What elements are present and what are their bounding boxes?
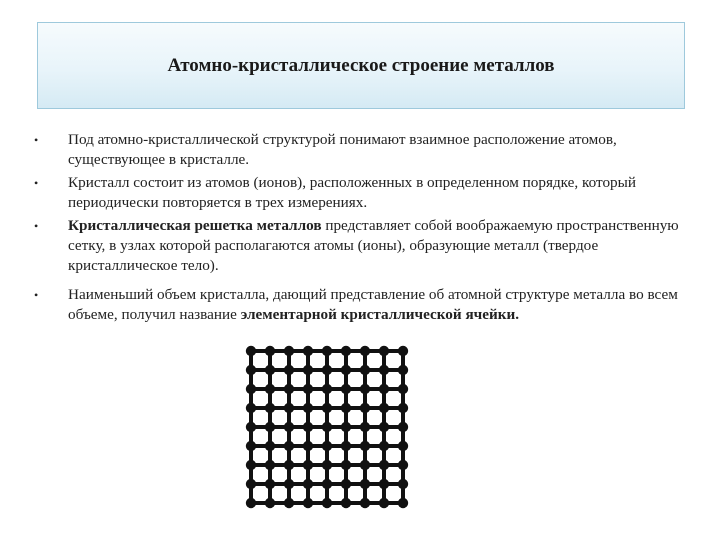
lattice-node [265,441,275,451]
lattice-node [360,365,370,375]
bullet-bold-lead: Кристаллическая решетка металлов [68,217,322,234]
lattice-node [284,422,294,432]
lattice-node [265,403,275,413]
lattice-node [379,479,389,489]
lattice-node [322,460,332,470]
bullet-bold-tail: элементарной кристаллической ячейки. [240,306,520,323]
lattice-node [322,479,332,489]
lattice-node [360,403,370,413]
lattice-node [246,479,256,489]
lattice-node [379,403,389,413]
bullet-marker: • [34,288,39,302]
lattice-node [303,498,313,508]
lattice-node [246,498,256,508]
bullet-marker: • [34,133,39,147]
crystal-lattice-figure [244,344,410,510]
bullet-item-2 [30,173,685,213]
slide-title: Атомно-кристаллическое строение металлов [167,54,555,76]
lattice-node [303,479,313,489]
lattice-node [341,346,351,356]
lattice-node [398,479,408,489]
lattice-node [265,384,275,394]
lattice-node [341,365,351,375]
lattice-node [379,460,389,470]
lattice-node [284,498,294,508]
lattice-node [246,365,256,375]
lattice-node [246,460,256,470]
lattice-node [322,422,332,432]
lattice-node [379,441,389,451]
lattice-node [341,460,351,470]
lattice-node [303,384,313,394]
lattice-node [284,365,294,375]
lattice-node [322,441,332,451]
lattice-node [398,441,408,451]
lattice-node [284,384,294,394]
lattice-node [322,498,332,508]
lattice-node [379,422,389,432]
lattice-node [379,498,389,508]
lattice-node [284,479,294,489]
lattice-node [379,346,389,356]
lattice-node [303,422,313,432]
lattice-node [303,460,313,470]
lattice-node [341,403,351,413]
bullet-list [30,130,685,328]
lattice-node [322,384,332,394]
lattice-node [379,384,389,394]
bullet-marker: • [34,219,39,233]
lattice-node [303,403,313,413]
lattice-node [246,384,256,394]
lattice-node [360,384,370,394]
lattice-node [360,498,370,508]
lattice-node [303,346,313,356]
lattice-node [303,441,313,451]
bullet-text: Кристалл состоит из атомов (ионов), расположенных в определенном порядке, который периодически повторяется в трех измерениях. [68,174,636,211]
lattice-node [303,365,313,375]
lattice-node [360,422,370,432]
lattice-node [398,498,408,508]
lattice-node [398,365,408,375]
lattice-node [398,403,408,413]
lattice-node [246,403,256,413]
lattice-node [246,346,256,356]
lattice-node [360,479,370,489]
lattice-node [284,346,294,356]
lattice-node [398,422,408,432]
lattice-node [398,384,408,394]
bullet-item-3 [30,216,685,276]
lattice-node [284,460,294,470]
lattice-node [265,422,275,432]
lattice-node [379,365,389,375]
bullet-item-4 [30,285,685,325]
title-box [37,22,685,109]
lattice-node [341,384,351,394]
bullet-item-1 [30,130,685,170]
lattice-node [360,441,370,451]
lattice-node [265,365,275,375]
bullet-text: Под атомно-кристаллической структурой понимают взаимное расположение атомов, существующее в кристалле. [68,131,617,168]
lattice-node [284,441,294,451]
lattice-node [360,460,370,470]
lattice-node [322,346,332,356]
lattice-node [341,479,351,489]
lattice-node [398,346,408,356]
lattice-node [341,422,351,432]
lattice-node [322,403,332,413]
lattice-node [265,498,275,508]
lattice-node [284,403,294,413]
lattice-node [246,441,256,451]
lattice-node [265,346,275,356]
lattice-node [265,460,275,470]
bullet-marker: • [34,176,39,190]
lattice-node [246,422,256,432]
bullet-text: Наименьший объем кристалла, дающий представление об атомной структуре металла во всем объеме, получил название [68,286,678,323]
lattice-node [360,346,370,356]
lattice-node [265,479,275,489]
lattice-node [341,498,351,508]
lattice-node [398,460,408,470]
lattice-node [341,441,351,451]
crystal-lattice-icon [244,344,410,510]
bullet-text: представляет собой воображаемую пространственную сетку, в узлах которой располагаются атомы (ионы), образующие металл (твердое кристаллическое тело). [68,217,679,274]
lattice-node [322,365,332,375]
